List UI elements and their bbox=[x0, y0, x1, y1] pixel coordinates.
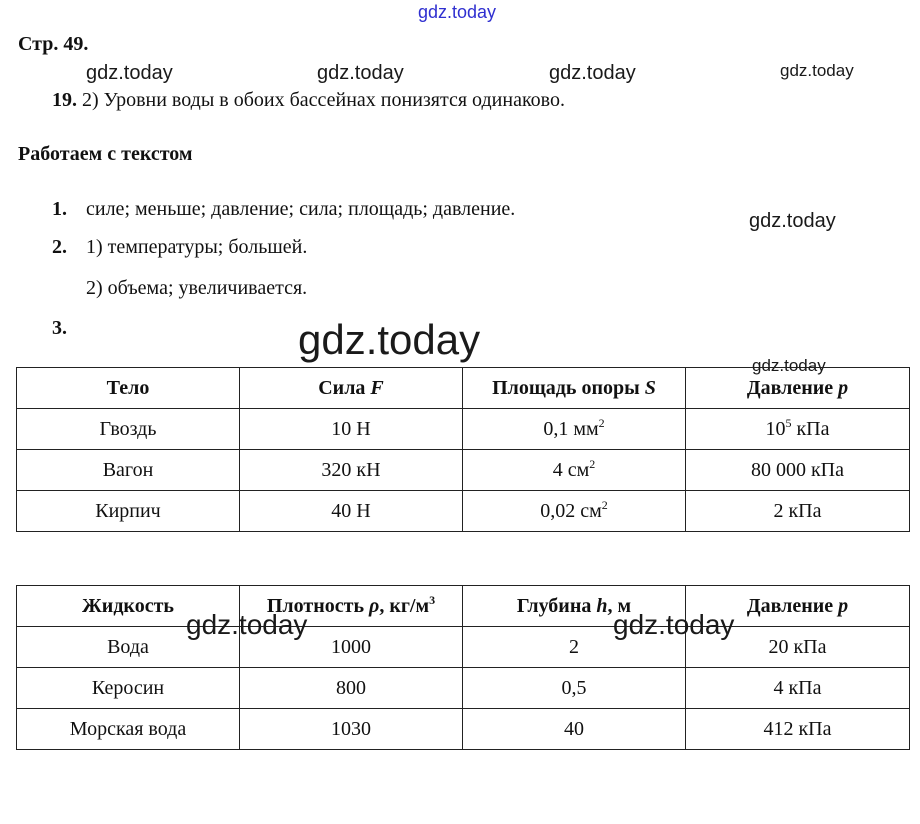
cell-body: Вагон bbox=[17, 450, 240, 491]
table-row bbox=[17, 409, 910, 450]
pressure-table-solids bbox=[16, 367, 910, 532]
watermark: gdz.today bbox=[749, 210, 836, 232]
cell-density: 800 bbox=[240, 668, 463, 709]
cell-pressure: 4 кПа bbox=[686, 668, 910, 709]
cell-density: 1000 bbox=[240, 627, 463, 668]
cell-depth: 40 bbox=[463, 709, 686, 750]
cell-liquid: Керосин bbox=[17, 668, 240, 709]
table-row bbox=[17, 668, 910, 709]
cell-depth: 2 bbox=[463, 627, 686, 668]
header-depth: Глубина h, м bbox=[463, 586, 686, 627]
item-number: 2. bbox=[52, 236, 67, 258]
item-number: 1. bbox=[52, 198, 67, 220]
watermark-large: gdz.today bbox=[298, 316, 481, 363]
header-body: Тело bbox=[17, 368, 240, 409]
cell-liquid: Вода bbox=[17, 627, 240, 668]
cell-body: Кирпич bbox=[17, 491, 240, 532]
cell-force: 10 Н bbox=[240, 409, 463, 450]
item-text: 1) температуры; большей. bbox=[86, 236, 308, 258]
watermark-top: gdz.today bbox=[418, 2, 497, 22]
watermark: gdz.today bbox=[613, 609, 735, 640]
cell-depth: 0,5 bbox=[463, 668, 686, 709]
answer-19 bbox=[52, 89, 565, 112]
watermark: gdz.today bbox=[86, 62, 173, 84]
cell-area: 0,1 $мм^2$ bbox=[463, 409, 686, 450]
watermark: gdz.today bbox=[780, 61, 854, 80]
cell-body: Гвоздь bbox=[17, 409, 240, 450]
cell-force: 320 кН bbox=[240, 450, 463, 491]
list-item bbox=[52, 236, 307, 259]
item-text: 2) объема; увеличивается. bbox=[86, 277, 308, 299]
header-force: Сила F bbox=[240, 368, 463, 409]
header-pressure: Давление p bbox=[686, 368, 910, 409]
page-reference: Стр. 49. bbox=[18, 33, 89, 55]
header-area: Площадь опоры S bbox=[463, 368, 686, 409]
cell-pressure: 20 кПа bbox=[686, 627, 910, 668]
answer-number: 19. bbox=[52, 89, 77, 111]
watermark: gdz.today bbox=[317, 62, 404, 84]
watermark: gdz.today bbox=[752, 356, 826, 375]
list-item bbox=[86, 277, 307, 300]
cell-pressure: 412 кПа bbox=[686, 709, 910, 750]
table-row bbox=[17, 491, 910, 532]
header-density: Плотность ρ, $кг/м^3$ bbox=[240, 586, 463, 627]
table-header-row bbox=[17, 586, 910, 627]
item-text: силе; меньше; давление; сила; площадь; давление. bbox=[86, 198, 516, 220]
table-row bbox=[17, 450, 910, 491]
cell-pressure: 80 000 кПа bbox=[686, 450, 910, 491]
cell-pressure: $10^5$ кПа bbox=[686, 409, 910, 450]
cell-pressure: 2 кПа bbox=[686, 491, 910, 532]
cell-force: 40 Н bbox=[240, 491, 463, 532]
header-pressure: Давление p bbox=[686, 586, 910, 627]
watermark: gdz.today bbox=[186, 609, 308, 640]
cell-density: 1030 bbox=[240, 709, 463, 750]
table-header-row bbox=[17, 368, 910, 409]
list-item bbox=[52, 198, 515, 221]
cell-area: 0,02 $см^2$ bbox=[463, 491, 686, 532]
watermark: gdz.today bbox=[549, 62, 636, 84]
section-title: Работаем с текстом bbox=[18, 143, 193, 165]
item-number: 3. bbox=[52, 317, 67, 339]
pressure-table-liquids bbox=[16, 585, 910, 750]
answer-text: 2) Уровни воды в обоих бассейнах понизятся одинаково. bbox=[82, 89, 565, 111]
cell-area: 4 $см^2$ bbox=[463, 450, 686, 491]
table-row bbox=[17, 627, 910, 668]
table-row bbox=[17, 709, 910, 750]
header-liquid: Жидкость bbox=[17, 586, 240, 627]
list-item bbox=[52, 317, 67, 340]
cell-liquid: Морская вода bbox=[17, 709, 240, 750]
